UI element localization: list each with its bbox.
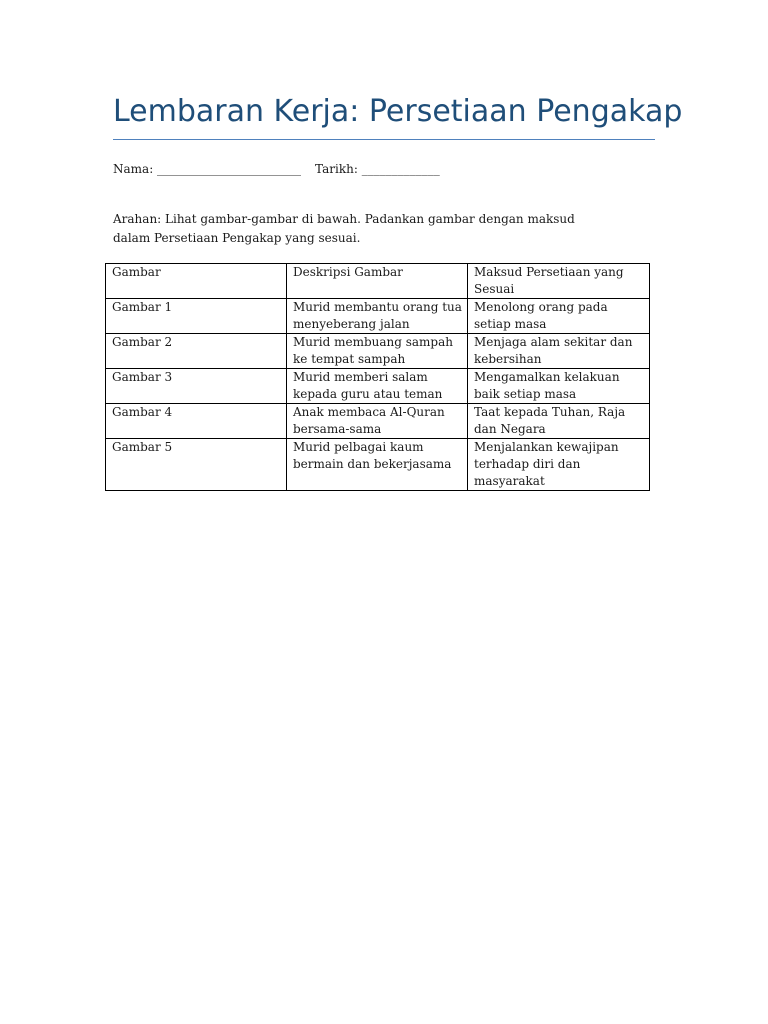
table-row bbox=[106, 369, 650, 404]
date-field: Tarikh: _____________ bbox=[315, 162, 440, 176]
title-divider bbox=[113, 139, 655, 140]
table-row bbox=[106, 299, 650, 334]
table-row bbox=[106, 334, 650, 369]
table-cell-gambar: Gambar 5 bbox=[106, 439, 287, 491]
table-cell-gambar: Gambar 3 bbox=[106, 369, 287, 404]
table-cell-deskripsi: Murid membantu orang tua menyeberang jalan bbox=[287, 299, 468, 334]
table-cell-deskripsi: Anak membaca Al-Quran bersama-sama bbox=[287, 404, 468, 439]
table-header-row bbox=[106, 264, 650, 299]
table-cell-gambar: Gambar 2 bbox=[106, 334, 287, 369]
table-cell-maksud: Mengamalkan kelakuan baik setiap masa bbox=[468, 369, 650, 404]
table-cell-maksud: Menjaga alam sekitar dan kebersihan bbox=[468, 334, 650, 369]
table-cell-maksud: Menolong orang pada setiap masa bbox=[468, 299, 650, 334]
header-gambar: Gambar bbox=[106, 264, 287, 299]
name-field: Nama: ________________________ bbox=[113, 162, 302, 176]
header-deskripsi: Deskripsi Gambar bbox=[287, 264, 468, 299]
page-title: Lembaran Kerja: Persetiaan Pengakap bbox=[113, 94, 683, 129]
instruction-text: Arahan: Lihat gambar-gambar di bawah. Padankan gambar dengan maksud dalam Persetiaan Pengakap yang sesuai. bbox=[113, 212, 575, 245]
table-cell-maksud: Menjalankan kewajipan terhadap diri dan masyarakat bbox=[468, 439, 650, 491]
table-cell-gambar: Gambar 4 bbox=[106, 404, 287, 439]
table-row bbox=[106, 404, 650, 439]
table-cell-deskripsi: Murid membuang sampah ke tempat sampah bbox=[287, 334, 468, 369]
table-row bbox=[106, 439, 650, 491]
student-fields bbox=[113, 160, 440, 178]
table-cell-deskripsi: Murid pelbagai kaum bermain dan bekerjasama bbox=[287, 439, 468, 491]
matching-table bbox=[105, 263, 650, 491]
table-cell-deskripsi: Murid memberi salam kepada guru atau teman bbox=[287, 369, 468, 404]
table-cell-gambar: Gambar 1 bbox=[106, 299, 287, 334]
header-maksud: Maksud Persetiaan yang Sesuai bbox=[468, 264, 650, 299]
table-cell-maksud: Taat kepada Tuhan, Raja dan Negara bbox=[468, 404, 650, 439]
